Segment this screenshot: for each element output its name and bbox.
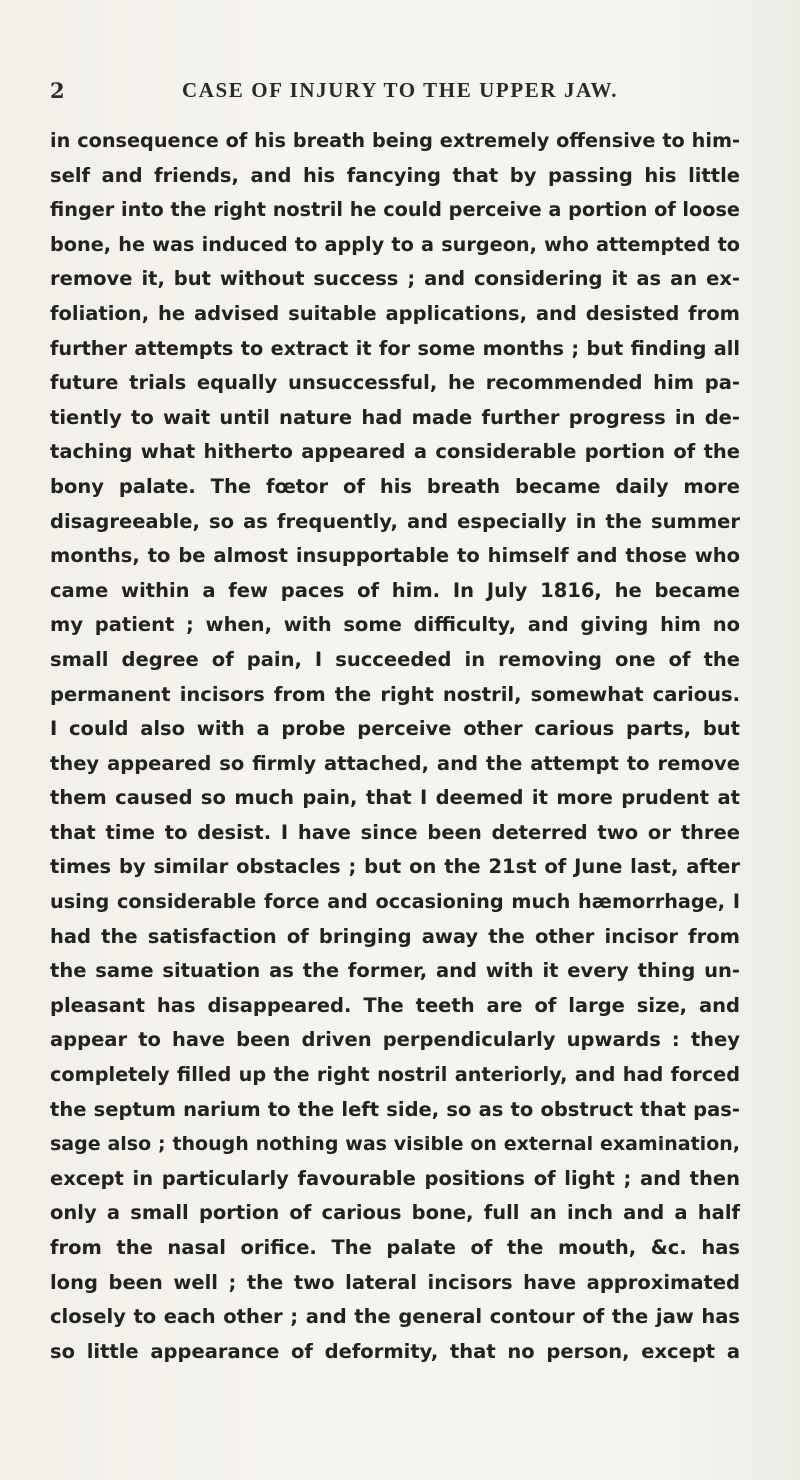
text-line: closely to each other ; and the general contour of the jaw has (50, 1305, 740, 1329)
text-line: they appeared so firmly attached, and the attempt to remove (50, 751, 740, 775)
text-line: completely filled up the right nostril anteriorly, and had forced (50, 1063, 740, 1087)
text-line: tiently to wait until nature had made further progress in de- (50, 405, 740, 429)
text-line: sage also ; though nothing was visible on external examination, (50, 1133, 740, 1156)
text-line: only a small portion of carious bone, full an inch and a half (50, 1201, 740, 1225)
text-line: using considerable force and occasioning much hæmorrhage, I (50, 890, 740, 914)
text-line: long been well ; the two lateral incisors have approximated (50, 1270, 740, 1294)
text-line: had the satisfaction of bringing away the other incisor from (50, 924, 740, 948)
text-line: my patient ; when, with some difficulty, and giving him no (50, 613, 740, 637)
text-line: finger into the right nostril he could perceive a portion of loose (50, 198, 740, 222)
text-line: appear to have been driven perpendicularly upwards : they (50, 1028, 740, 1052)
text-line: from the nasal orifice. The palate of the mouth, &c. has (50, 1236, 740, 1259)
page-number: 2 (50, 78, 65, 103)
text-line: that time to desist. I have since been deterred two or three (50, 820, 740, 844)
text-line: so little appearance of deformity, that no person, except a (50, 1339, 740, 1363)
text-line: self and friends, and his fancying that by passing his little (50, 163, 740, 187)
text-line: permanent incisors from the right nostril, somewhat carious. (50, 682, 740, 706)
text-line: times by similar obstacles ; but on the 21st of June last, after (50, 855, 740, 879)
text-line: them caused so much pain, that I deemed it more prudent at (50, 786, 740, 810)
text-line: future trials equally unsuccessful, he recommended him pa- (50, 371, 740, 395)
text-line: disagreeable, so as frequently, and especially in the summer (50, 509, 740, 533)
running-head: CASE OF INJURY TO THE UPPER JAW. (181, 78, 619, 102)
text-line: further attempts to extract it for some months ; but finding all (50, 336, 740, 360)
text-line: I could also with a probe perceive other carious parts, but (50, 717, 740, 741)
body-text (50, 124, 740, 1369)
text-line: the septum narium to the left side, so as to obstruct that pas- (50, 1097, 740, 1121)
text-line: pleasant has disappeared. The teeth are of large size, and (50, 993, 740, 1017)
text-line: bone, he was induced to apply to a surgeon, who attempted to (50, 232, 740, 256)
text-line: months, to be almost insupportable to himself and those who (50, 544, 740, 568)
text-line: came within a few paces of him. In July 1816, he became (50, 578, 740, 602)
text-line: small degree of pain, I succeeded in removing one of the (50, 647, 740, 671)
text-line: except in particularly favourable positions of light ; and then (50, 1166, 740, 1190)
text-line: in consequence of his breath being extremely offensive to him- (50, 129, 740, 152)
text-line: foliation, he advised suitable applications, and desisted from (50, 301, 740, 325)
text-line: taching what hitherto appeared a considerable portion of the (50, 440, 740, 464)
text-line: the same situation as the former, and with it every thing un- (50, 959, 740, 983)
page-header (50, 78, 750, 108)
text-line: remove it, but without success ; and considering it as an ex- (50, 267, 740, 291)
text-line: bony palate. The fœtor of his breath became daily more (50, 474, 740, 498)
